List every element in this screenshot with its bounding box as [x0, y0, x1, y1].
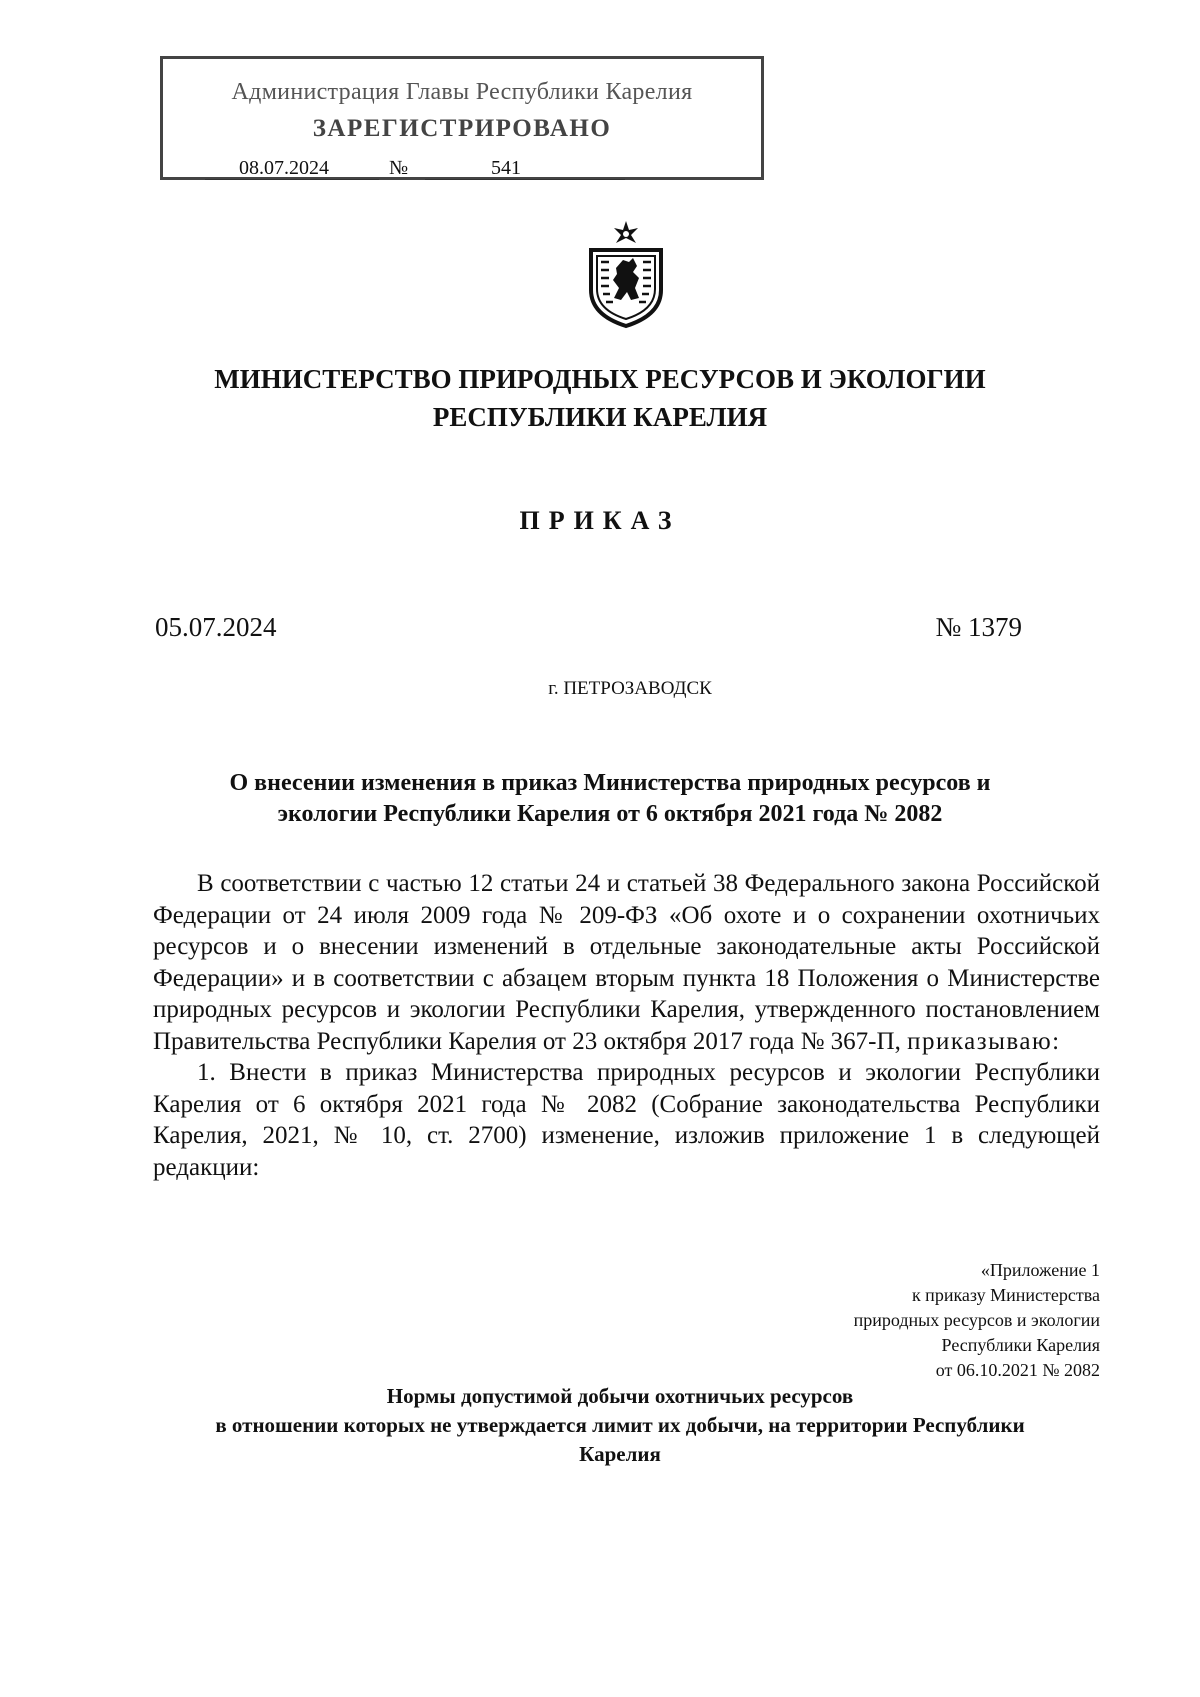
paragraph-1 — [153, 868, 1100, 1057]
stamp-number-label: № — [389, 157, 409, 179]
stamp-status: ЗАРЕГИСТРИРОВАНО — [312, 115, 612, 142]
paragraph-2: 1. Внести в приказ Министерства природных ресурсов и экологии Республики Карелия от 6 октября 2021 года № 2082 (Собрание законодательства Республики Карелия, 2021, № 10, ст. 2700) изменение, изложив приложение 1 в следующей редакции: — [153, 1059, 1100, 1181]
ministry-line-1: МИНИСТЕРСТВО ПРИРОДНЫХ РЕСУРСОВ И ЭКОЛОГИИ — [214, 364, 986, 394]
document-date: 05.07.2024 — [155, 612, 277, 642]
stamp-date: 08.07.2024 — [205, 157, 379, 180]
document-number: № 1379 — [935, 612, 1022, 642]
title-line-2: экологии Республики Карелия от 6 октября 2021 года № 2082 — [277, 801, 943, 827]
document-body — [153, 868, 1100, 1183]
order-word: приказываю: — [907, 1027, 1061, 1055]
registration-stamp — [160, 56, 764, 180]
title-line-1: О внесении изменения в приказ Министерства природных ресурсов и — [229, 770, 991, 796]
norms-line-3: Карелия — [579, 1442, 661, 1466]
coat-of-arms-icon — [583, 220, 669, 330]
norms-line-1: Нормы допустимой добычи охотничьих ресурсов — [386, 1384, 854, 1408]
document-type: ПРИКАЗ — [519, 506, 681, 535]
norms-line-2: в отношении которых не утверждается лимит их добычи, на территории Республики — [215, 1413, 1025, 1437]
ministry-line-2: РЕСПУБЛИКИ КАРЕЛИЯ — [432, 402, 768, 432]
appendix-line-2: к приказу Министерства — [911, 1285, 1100, 1305]
city: г. ПЕТРОЗАВОДСК — [548, 678, 712, 699]
appendix-line-3: природных ресурсов и экологии — [853, 1310, 1100, 1330]
ministry-name — [0, 360, 1200, 436]
appendix-header — [854, 1258, 1100, 1383]
appendix-line-5: от 06.10.2021 № 2082 — [935, 1360, 1100, 1380]
document-title — [140, 768, 1080, 830]
stamp-number: 541 — [425, 157, 625, 180]
paragraph-1-text: В соответствии с частью 12 статьи 24 и статьей 38 Федерального закона Российской Федерации от 24 июля 2009 года № 209-ФЗ «Об охоте и о сохранении охотничьих ресурсов и о внесении изменений в отдельные законодательные акты Российской Федерации» и в соответствии с абзацем вторым пункта 18 Положения о Министерстве природных ресурсов и экологии Республики Карелия, утвержденного постановлением Правительства Республики Карелия от 23 октября 2017 года № 367-П, — [153, 870, 1100, 1055]
norms-heading — [140, 1382, 1100, 1469]
appendix-line-1: «Приложение 1 — [980, 1260, 1100, 1280]
stamp-org: Администрация Главы Республики Карелия — [231, 79, 693, 105]
appendix-line-4: Республики Карелия — [941, 1335, 1100, 1355]
